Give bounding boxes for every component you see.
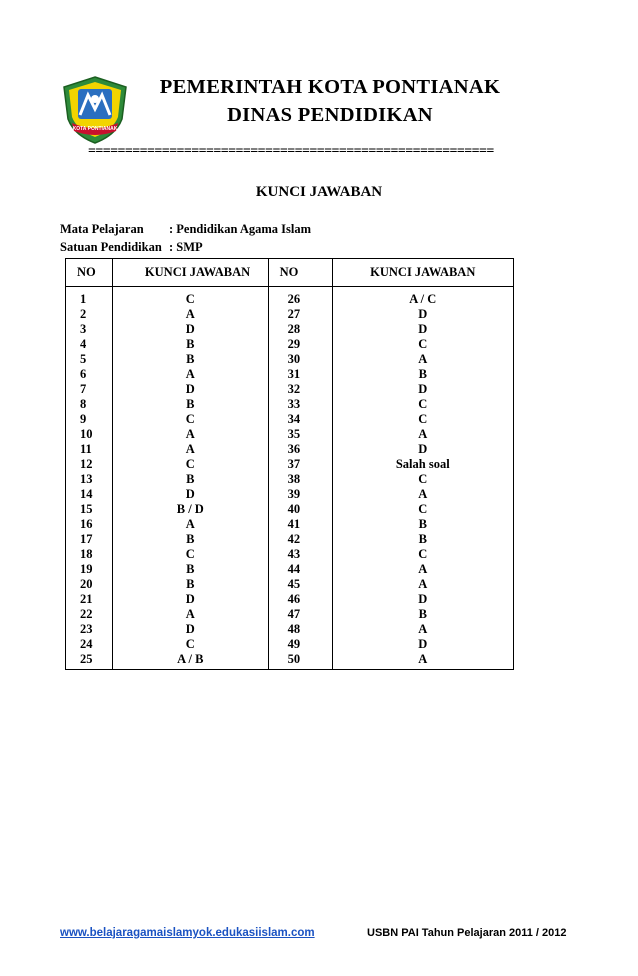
answer-key: C bbox=[332, 412, 514, 427]
answer-key: B bbox=[332, 367, 514, 382]
answer-key: C bbox=[332, 502, 514, 517]
table-row bbox=[66, 637, 514, 652]
table-row bbox=[66, 532, 514, 547]
answer-key: C bbox=[332, 397, 514, 412]
answer-key: A bbox=[332, 427, 514, 442]
table-row bbox=[66, 472, 514, 487]
answer-key: A bbox=[112, 442, 268, 457]
question-number: 29 bbox=[268, 337, 332, 352]
answer-key: A bbox=[332, 577, 514, 592]
answer-key: A bbox=[332, 622, 514, 637]
answer-key: B bbox=[112, 472, 268, 487]
question-number: 27 bbox=[268, 307, 332, 322]
question-number: 23 bbox=[66, 622, 113, 637]
question-number: 47 bbox=[268, 607, 332, 622]
answer-key: D bbox=[112, 322, 268, 337]
meta-subject-value: : Pendidikan Agama Islam bbox=[169, 222, 312, 236]
question-number: 33 bbox=[268, 397, 332, 412]
question-number: 26 bbox=[268, 287, 332, 308]
table-row bbox=[66, 502, 514, 517]
question-number: 38 bbox=[268, 472, 332, 487]
question-number: 24 bbox=[66, 637, 113, 652]
answer-key: B bbox=[112, 397, 268, 412]
question-number: 45 bbox=[268, 577, 332, 592]
answer-key: D bbox=[332, 382, 514, 397]
question-number: 7 bbox=[66, 382, 113, 397]
question-number: 50 bbox=[268, 652, 332, 670]
question-number: 46 bbox=[268, 592, 332, 607]
question-number: 16 bbox=[66, 517, 113, 532]
question-number: 13 bbox=[66, 472, 113, 487]
table-row bbox=[66, 487, 514, 502]
answer-key: A bbox=[112, 307, 268, 322]
table-row bbox=[66, 397, 514, 412]
column-header-answer: KUNCI JAWABAN bbox=[112, 259, 268, 287]
answer-key: A bbox=[332, 487, 514, 502]
answer-key: Salah soal bbox=[332, 457, 514, 472]
table-row bbox=[66, 412, 514, 427]
table-body bbox=[66, 287, 514, 670]
table-row bbox=[66, 622, 514, 637]
question-number: 11 bbox=[66, 442, 113, 457]
question-number: 19 bbox=[66, 562, 113, 577]
answer-key: B bbox=[112, 337, 268, 352]
question-number: 3 bbox=[66, 322, 113, 337]
answer-key: A bbox=[112, 517, 268, 532]
question-number: 28 bbox=[268, 322, 332, 337]
table-row bbox=[66, 547, 514, 562]
answer-key: A / B bbox=[112, 652, 268, 670]
question-number: 14 bbox=[66, 487, 113, 502]
logo-text: KOTA PONTIANAK bbox=[72, 126, 118, 132]
table-row bbox=[66, 592, 514, 607]
question-number: 4 bbox=[66, 337, 113, 352]
question-number: 21 bbox=[66, 592, 113, 607]
page-title: KUNCI JAWABAN bbox=[255, 184, 383, 200]
answer-key: B bbox=[112, 532, 268, 547]
answer-key: B bbox=[112, 352, 268, 367]
answer-key: D bbox=[332, 442, 514, 457]
question-number: 20 bbox=[66, 577, 113, 592]
question-number: 25 bbox=[66, 652, 113, 670]
question-number: 49 bbox=[268, 637, 332, 652]
answer-key: B bbox=[332, 517, 514, 532]
answer-key: C bbox=[332, 337, 514, 352]
question-number: 6 bbox=[66, 367, 113, 382]
answer-key: C bbox=[112, 547, 268, 562]
question-number: 40 bbox=[268, 502, 332, 517]
answer-key: B / D bbox=[112, 502, 268, 517]
column-header-no: NO bbox=[66, 259, 113, 287]
table-row bbox=[66, 367, 514, 382]
answer-key: A bbox=[332, 352, 514, 367]
question-number: 9 bbox=[66, 412, 113, 427]
answer-key: A bbox=[112, 427, 268, 442]
answer-key: D bbox=[112, 592, 268, 607]
answer-key-table bbox=[65, 258, 514, 670]
footer-website-link[interactable]: www.belajaragamaislamyok.edukasiislam.com bbox=[60, 927, 315, 939]
answer-key: A / C bbox=[332, 287, 514, 308]
answer-key: C bbox=[112, 637, 268, 652]
header-department: DINAS PENDIDIKAN bbox=[227, 104, 433, 126]
table-row bbox=[66, 427, 514, 442]
question-number: 2 bbox=[66, 307, 113, 322]
question-number: 1 bbox=[66, 287, 113, 308]
table-row bbox=[66, 322, 514, 337]
table-row bbox=[66, 562, 514, 577]
meta-level bbox=[60, 240, 203, 255]
question-number: 44 bbox=[268, 562, 332, 577]
question-number: 30 bbox=[268, 352, 332, 367]
table-row bbox=[66, 382, 514, 397]
question-number: 18 bbox=[66, 547, 113, 562]
question-number: 10 bbox=[66, 427, 113, 442]
answer-key: A bbox=[112, 367, 268, 382]
question-number: 34 bbox=[268, 412, 332, 427]
answer-key: D bbox=[332, 637, 514, 652]
question-number: 37 bbox=[268, 457, 332, 472]
answer-key: C bbox=[112, 287, 268, 308]
answer-key: B bbox=[332, 607, 514, 622]
answer-key: A bbox=[112, 607, 268, 622]
answer-key: D bbox=[332, 592, 514, 607]
question-number: 15 bbox=[66, 502, 113, 517]
meta-subject bbox=[60, 222, 311, 237]
table-row bbox=[66, 517, 514, 532]
answer-key: D bbox=[332, 322, 514, 337]
column-header-no: NO bbox=[268, 259, 332, 287]
answer-key: C bbox=[332, 472, 514, 487]
table-row bbox=[66, 287, 514, 308]
answer-key: B bbox=[112, 562, 268, 577]
question-number: 42 bbox=[268, 532, 332, 547]
answer-key: B bbox=[332, 532, 514, 547]
question-number: 12 bbox=[66, 457, 113, 472]
question-number: 32 bbox=[268, 382, 332, 397]
answer-key: C bbox=[332, 547, 514, 562]
table-row bbox=[66, 442, 514, 457]
table-row bbox=[66, 457, 514, 472]
table-row bbox=[66, 577, 514, 592]
table-row bbox=[66, 307, 514, 322]
meta-level-value: : SMP bbox=[169, 240, 203, 254]
question-number: 48 bbox=[268, 622, 332, 637]
question-number: 17 bbox=[66, 532, 113, 547]
question-number: 22 bbox=[66, 607, 113, 622]
question-number: 8 bbox=[66, 397, 113, 412]
question-number: 43 bbox=[268, 547, 332, 562]
table-row bbox=[66, 607, 514, 622]
answer-key: C bbox=[112, 412, 268, 427]
question-number: 41 bbox=[268, 517, 332, 532]
answer-key: D bbox=[112, 622, 268, 637]
question-number: 35 bbox=[268, 427, 332, 442]
header-government: PEMERINTAH KOTA PONTIANAK bbox=[159, 76, 501, 98]
answer-key: D bbox=[112, 382, 268, 397]
table-row bbox=[66, 337, 514, 352]
answer-key: B bbox=[112, 577, 268, 592]
table-header-row bbox=[66, 259, 514, 287]
meta-subject-label: Mata Pelajaran bbox=[60, 222, 144, 236]
answer-key: D bbox=[112, 487, 268, 502]
table-row bbox=[66, 352, 514, 367]
footer-exam-note: USBN PAI Tahun Pelajaran 2011 / 2012 bbox=[367, 927, 567, 939]
answer-key: C bbox=[112, 457, 268, 472]
question-number: 5 bbox=[66, 352, 113, 367]
column-header-answer: KUNCI JAWABAN bbox=[332, 259, 514, 287]
header-separator: ======================================================= bbox=[88, 144, 494, 159]
answer-key: D bbox=[332, 307, 514, 322]
question-number: 31 bbox=[268, 367, 332, 382]
question-number: 39 bbox=[268, 487, 332, 502]
answer-key: A bbox=[332, 652, 514, 670]
question-number: 36 bbox=[268, 442, 332, 457]
table-row bbox=[66, 652, 514, 670]
meta-level-label: Satuan Pendidikan bbox=[60, 240, 162, 254]
answer-key: A bbox=[332, 562, 514, 577]
